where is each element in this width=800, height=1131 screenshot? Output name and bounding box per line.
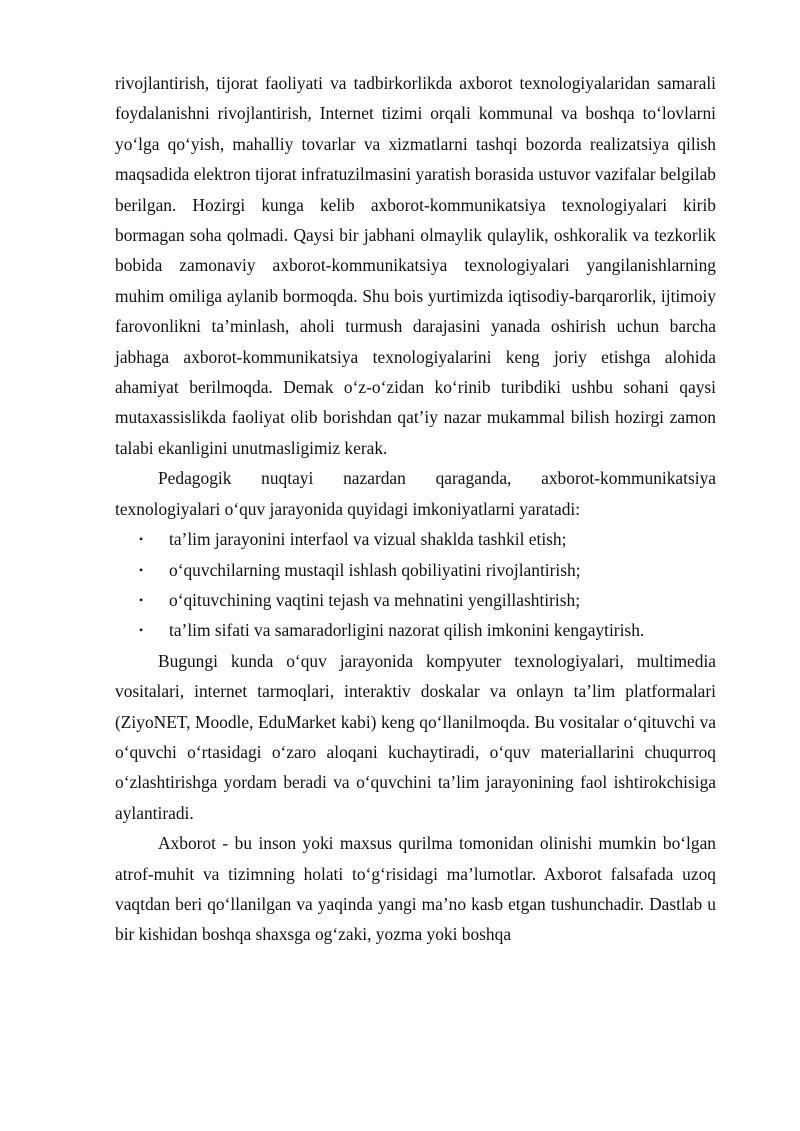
paragraph-technologies: Bugungi kunda o‘quv jarayonida kompyuter texnologiyalari, multimedia vositalari, internet tarmoqlari, interaktiv doskalar va onlayn ta’lim platformalari (ZiyoNET, Moodle, EduMarket kabi) keng qo‘llanilmoqda. Bu vositalar o‘qituvchi va o‘quvchi o‘rtasidagi o‘zaro aloqani kuchaytiradi, o‘quv materiallarini chuqurroq o‘zlashtirishga yordam beradi va o‘quvchini ta’lim jarayonining faol ishtirokchisiga aylantiradi.: [115, 650, 716, 823]
bullet-icon: •: [139, 532, 144, 547]
list-item-text: ta’lim jarayonini interfaol va vizual shaklda tashkil etish;: [169, 529, 567, 550]
paragraph-continuation: rivojlantirish, tijorat faoliyati va tadbirkorlikda axborot texnologiyalaridan samarali foydalanishni rivojlantirish, Internet tizimi orqali kommunal va boshqa to‘lovlarni yo‘lga qo‘yish, mahalliy tovarlar va xizmatlarni tashqi bozorda realizatsiya qilish maqsadida elektron tijorat infratuzilmasini yaratish borasida ustuvor vazifalar belgilab berilgan. Hozirgi kunga kelib axborot-kommunikatsiya texnologiyalari kirib bormagan soha qolmadi. Qaysi bir jabhani olmaylik qulaylik, oshkoralik va tezkorlik bobida zamonaviy axborot-kommunikatsiya texnologiyalari yangilanishlarning muhim omiliga aylanib bormoqda. Shu bois yurtimizda iqtisodiy-barqarorlik, ijtimoiy farovonlikni ta’minlash, aholi turmush darajasini yanada oshirish uchun barcha jabhaga axborot-kommunikatsiya texnologiyalarini keng joriy etishga alohida ahamiyat berilmoqda. Demak o‘z-o‘zidan ko‘rinib turibdiki ushbu sohani qaysi mutaxassislikda faoliyat olib borishdan qat’iy nazar mukammal bilish hozirgi zamon talabi ekanligini unutmasligimiz kerak.: [115, 73, 716, 458]
list-item: [115, 585, 716, 615]
list-item-text: o‘qituvchining vaqtini tejash va mehnatini yengillashtirish;: [169, 589, 581, 610]
bullet-icon: •: [139, 592, 144, 607]
list-item-text: ta’lim sifati va samaradorligini nazorat qilish imkonini kengaytirish.: [169, 620, 645, 641]
bullet-icon: •: [139, 562, 144, 577]
document-page: [115, 68, 716, 950]
bullet-list: [115, 524, 716, 646]
list-item: [115, 615, 716, 645]
bullet-icon: •: [139, 623, 144, 638]
paragraph-information-definition: Axborot - bu inson yoki maxsus qurilma tomonidan olinishi mumkin bo‘lgan atrof-muhit va tizimning holati to‘g‘risidagi ma’lumotlar. Axborot falsafada uzoq vaqtdan beri qo‘llanilgan va yaqinda yangi ma’no kasb etgan tushunchadir. Dastlab u bir kishidan boshqa shaxsga og‘zaki, yozma yoki boshqa: [115, 833, 716, 945]
paragraph-pedagogical: Pedagogik nuqtayi nazardan qaraganda, axborot-kommunikatsiya texnologiyalari o‘quv jarayonida quyidagi imkoniyatlarni yaratadi:: [115, 468, 716, 519]
list-item-text: o‘quvchilarning mustaqil ishlash qobiliyatini rivojlantirish;: [169, 559, 581, 580]
list-item: [115, 524, 716, 554]
list-item: [115, 555, 716, 585]
